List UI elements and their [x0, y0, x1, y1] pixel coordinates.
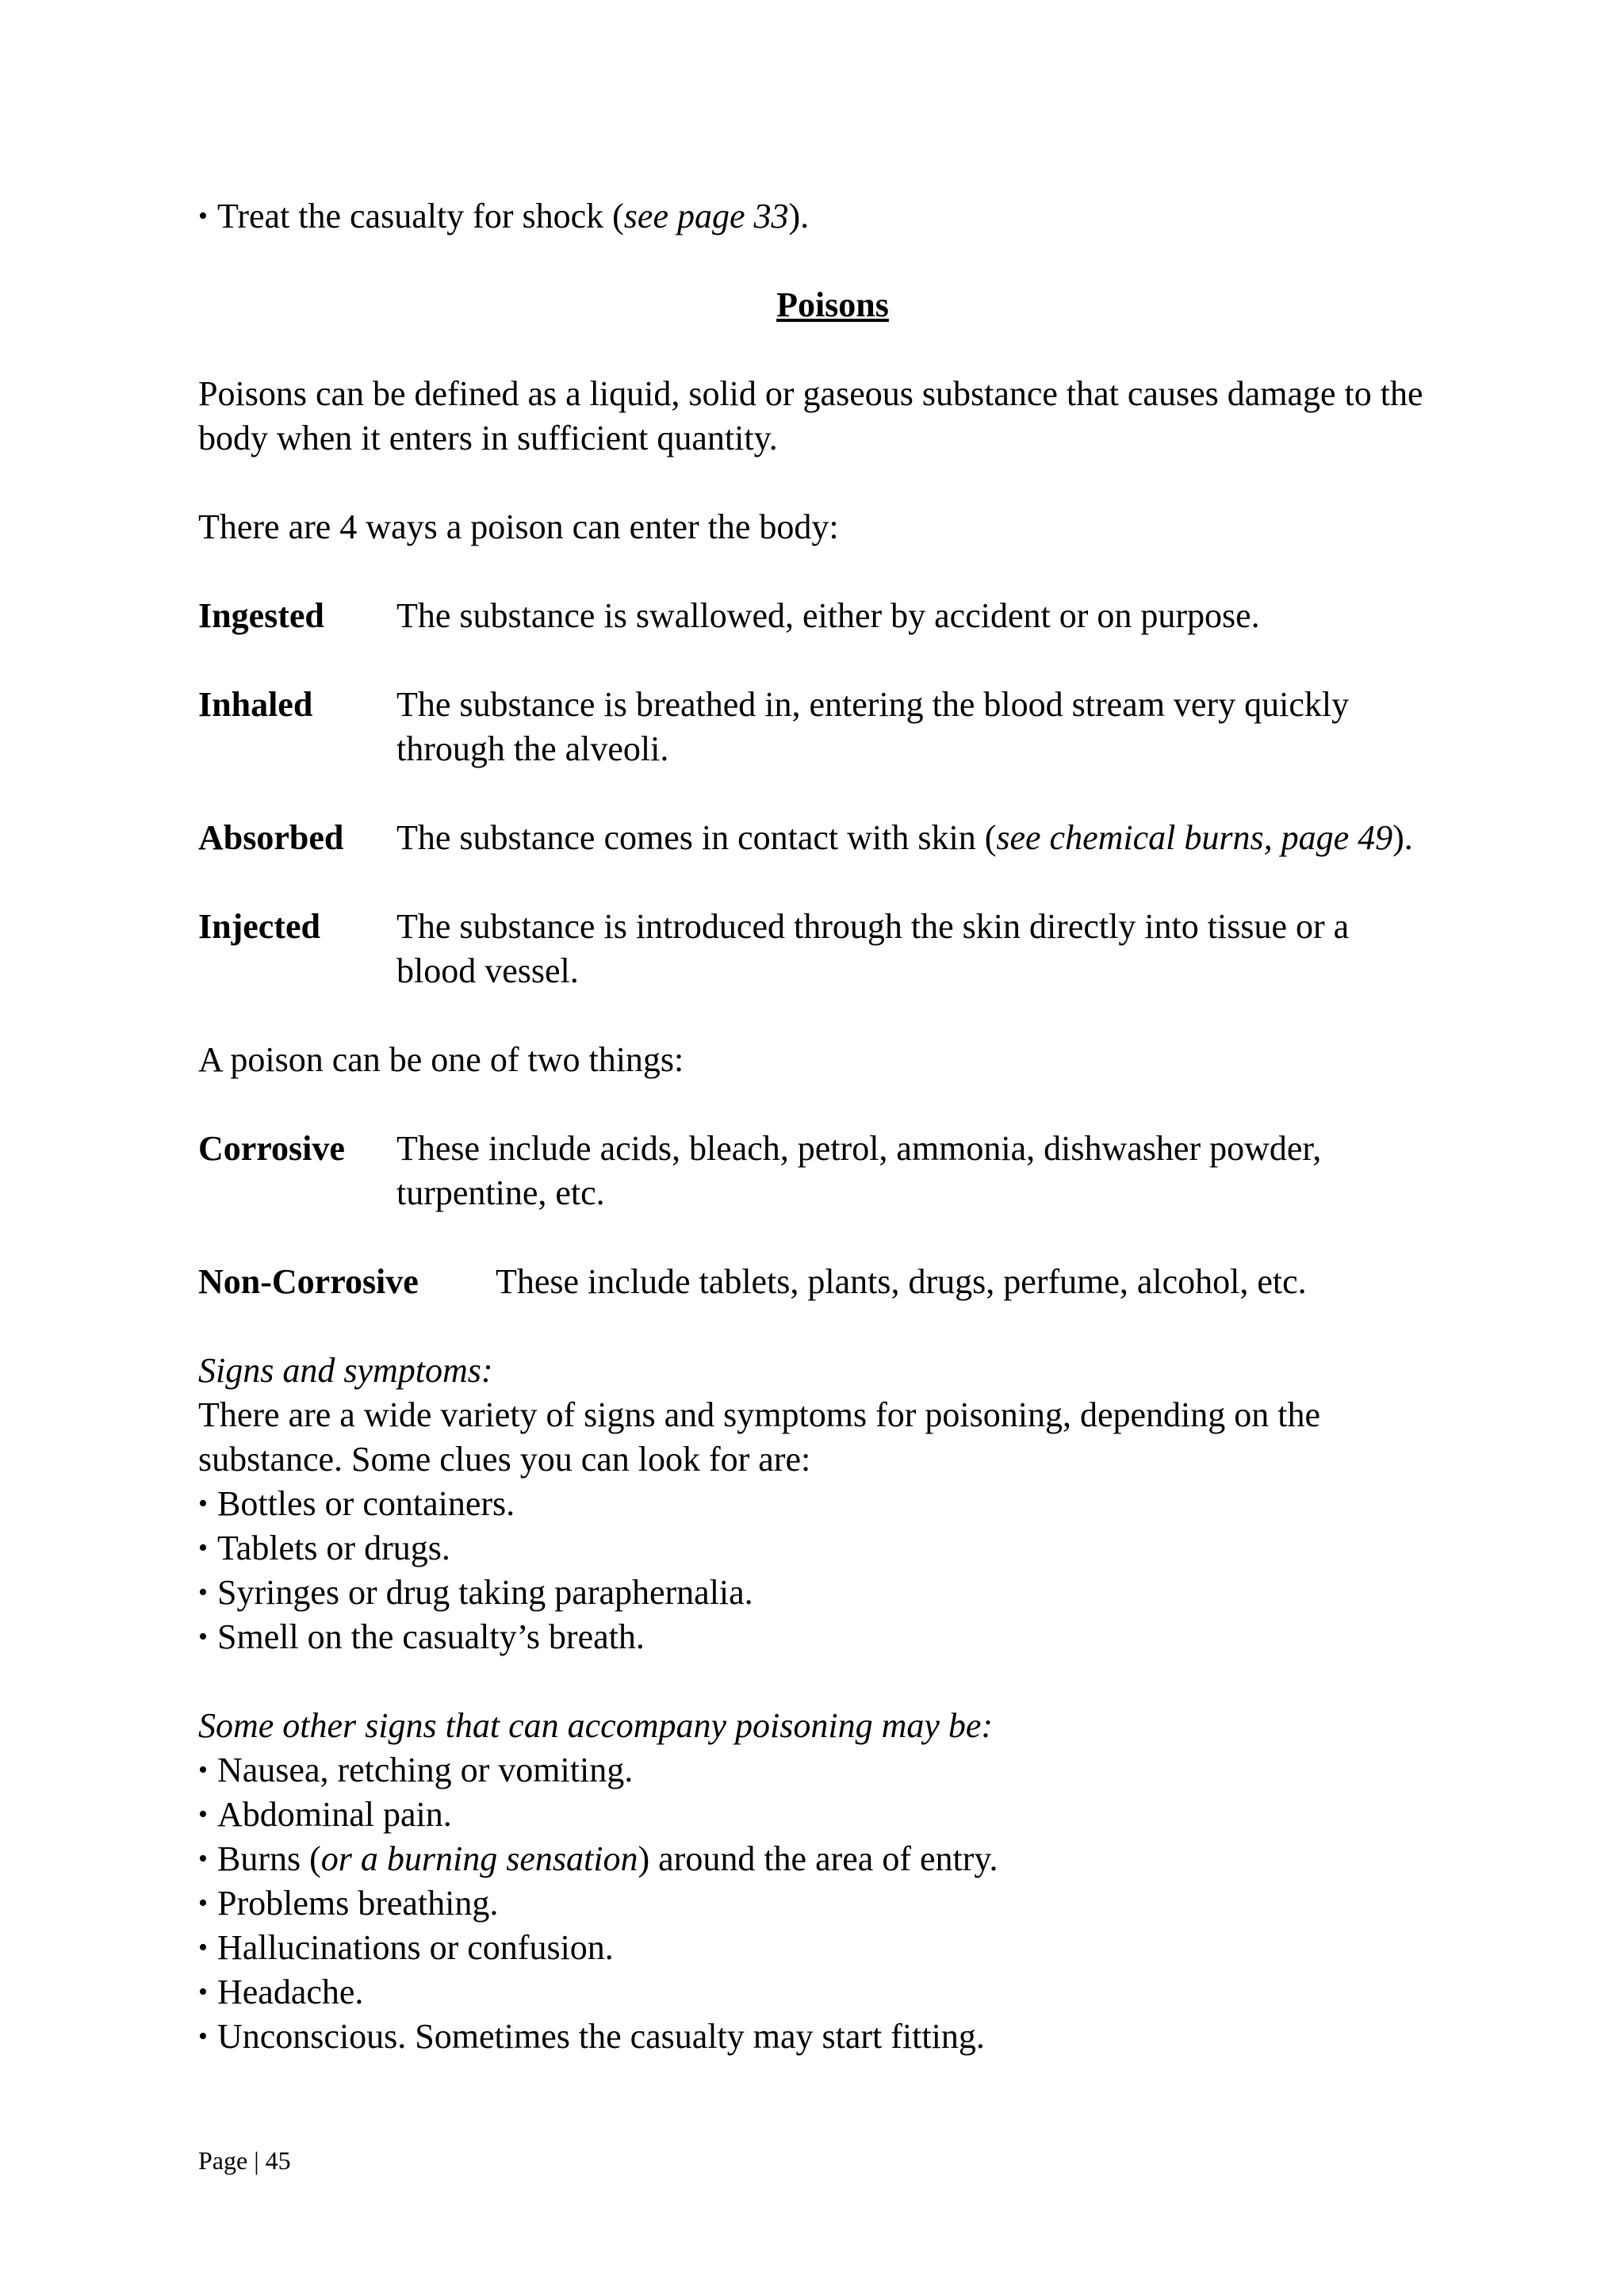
- signs-section: [198, 1349, 1435, 1659]
- list-item: • Burns (or a burning sensation) around the area of entry.: [198, 1837, 1435, 1881]
- page-reference: see chemical burns, page 49: [996, 818, 1393, 857]
- list-item: • Hallucinations or confusion.: [198, 1926, 1435, 1970]
- definition-row: [198, 816, 1435, 860]
- definition-term: Corrosive: [198, 1129, 345, 1168]
- definition-term: Injected: [198, 907, 320, 946]
- signs-text: There are a wide variety of signs and symptoms for poisoning, depending on the substance. Some clues you can look for are:: [198, 1395, 1321, 1479]
- list-item: • Tablets or drugs.: [198, 1526, 1435, 1571]
- definition-desc: These include tablets, plants, drugs, perfume, alcohol, etc.: [496, 1262, 1307, 1301]
- list-item: • Nausea, retching or vomiting.: [198, 1748, 1435, 1793]
- page-number: Page | 45: [198, 2146, 291, 2175]
- list-item: • Headache.: [198, 1970, 1435, 2015]
- types-intro: A poison can be one of two things:: [198, 1040, 684, 1079]
- list-item: • Syringes or drug taking paraphernalia.: [198, 1571, 1435, 1615]
- definition-desc: These include acids, bleach, petrol, ammonia, dishwasher powder, turpentine, etc.: [396, 1129, 1322, 1212]
- definition-desc: The substance is swallowed, either by accident or on purpose.: [396, 596, 1260, 635]
- list-item: • Smell on the casualty’s breath.: [198, 1615, 1435, 1659]
- page-reference: see page 33: [623, 197, 789, 235]
- signs-heading: Signs and symptoms:: [198, 1351, 493, 1390]
- definition-desc: The substance is breathed in, entering the blood stream very quickly through the alveoli.: [396, 685, 1350, 768]
- entry-routes-list: [198, 594, 1435, 993]
- other-signs-heading: Some other signs that can accompany poisoning may be:: [198, 1706, 994, 1745]
- other-signs-list: [198, 1748, 1435, 2059]
- ways-intro: There are 4 ways a poison can enter the body:: [198, 507, 839, 546]
- list-item: • Bottles or containers.: [198, 1482, 1435, 1526]
- definition-row: [198, 683, 1435, 771]
- definition-desc: The substance comes in contact with skin (see chemical burns, page 49).: [396, 818, 1413, 857]
- intro-paragraph: Poisons can be defined as a liquid, solid or gaseous substance that causes damage to the body when it enters in sufficient quantity.: [198, 374, 1423, 457]
- definition-term: Non-Corrosive: [198, 1262, 419, 1301]
- other-signs-section: [198, 1704, 1435, 2059]
- shock-bullet: • Treat the casualty for shock (see page 33).: [198, 194, 1435, 239]
- definition-term: Ingested: [198, 596, 324, 635]
- definition-row: [198, 1127, 1435, 1215]
- clues-list: [198, 1482, 1435, 1659]
- list-item: • Abdominal pain.: [198, 1793, 1435, 1837]
- definition-row: [198, 594, 1435, 638]
- section-heading: Poisons: [776, 285, 889, 324]
- definition-desc: The substance is introduced through the skin directly into tissue or a blood vessel.: [396, 907, 1350, 990]
- page-content: [198, 194, 1435, 2059]
- definition-row: [198, 905, 1435, 993]
- definition-term: Absorbed: [198, 818, 344, 857]
- definition-row: [198, 1260, 1435, 1304]
- list-item: • Unconscious. Sometimes the casualty may start fitting.: [198, 2015, 1435, 2059]
- list-item: • Problems breathing.: [198, 1881, 1435, 1926]
- definition-term: Inhaled: [198, 685, 313, 724]
- poison-types-list: [198, 1127, 1435, 1304]
